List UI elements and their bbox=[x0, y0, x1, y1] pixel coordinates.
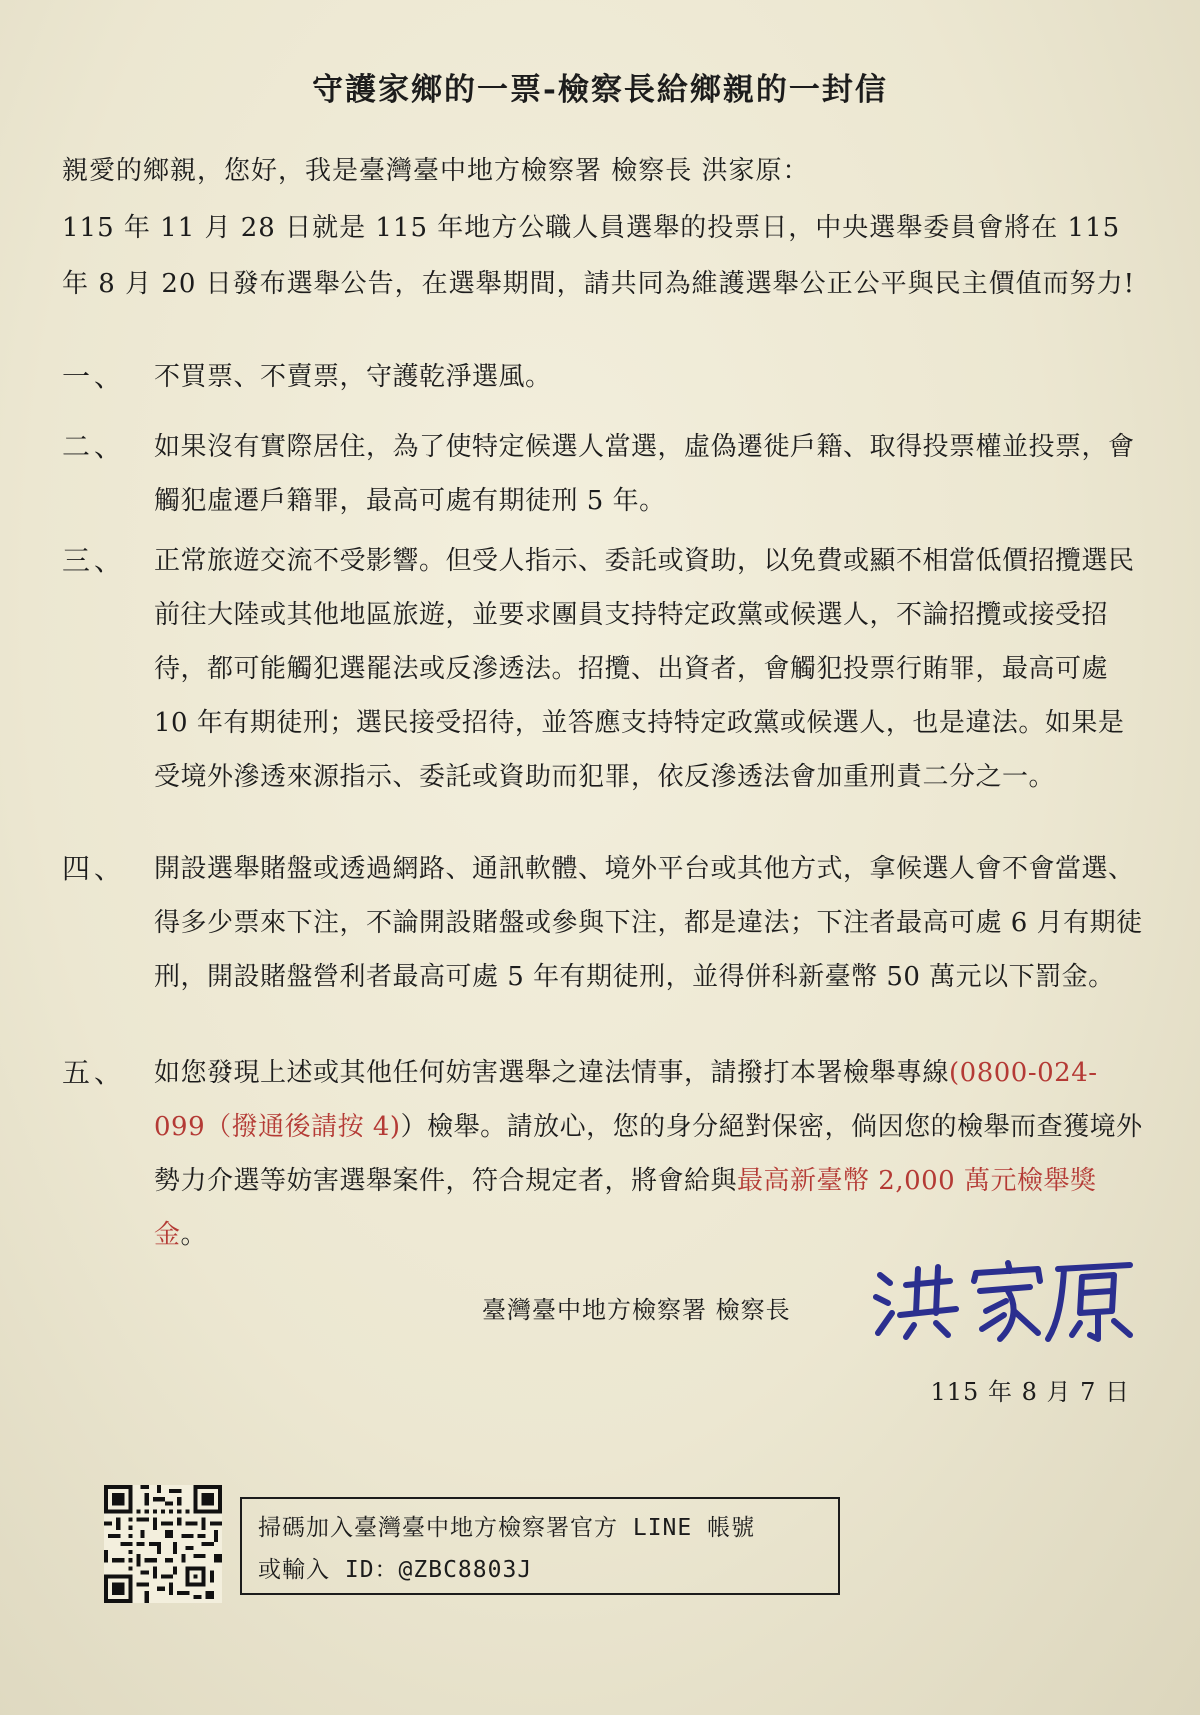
item-text: 不買票、不賣票，守護乾淨選風。 bbox=[154, 362, 552, 392]
item-text: 如果沒有實際居住，為了使特定候選人當選，虛偽遷徙戶籍、取得投票權並投票，會觸犯虛遷戶籍罪，最高可處有期徒刑 5 年。 bbox=[154, 432, 1135, 516]
item-number: 一、 bbox=[62, 360, 127, 393]
item-text: 開設選舉賭盤或透過網路、通訊軟體、境外平台或其他方式，拿候選人會不會當選、得多少票來下注，不論開設賭盤或參與下注，都是違法；下注者最高可處 6 月有期徒刑，開設賭盤營利者最高可處 5 年有期徒刑，並得併科新臺幣 50 萬元以下罰金。 bbox=[154, 854, 1143, 992]
handwritten-signature bbox=[868, 1255, 1138, 1345]
item-number: 五、 bbox=[62, 1056, 127, 1089]
reward-amount: 最高新臺幣 2,000 萬元檢舉獎金 bbox=[154, 1166, 1097, 1250]
line-account-box bbox=[240, 1497, 840, 1595]
letter-date: 115 年 8 月 7 日 bbox=[930, 1378, 1130, 1406]
item-text-part: 。 bbox=[180, 1220, 208, 1250]
letter-intro: 115 年 11 月 28 日就是 115 年地方公職人員選舉的投票日，中央選舉委員會將在 115 年 8 月 20 日發布選舉公告，在選舉期間，請共同為維護選舉公正公平與民主價值而努力! bbox=[62, 213, 1136, 299]
item-text bbox=[154, 1046, 1144, 1262]
item-text: 正常旅遊交流不受影響。但受人指示、委託或資助，以免費或顯不相當低價招攬選民前往大陸或其他地區旅遊，並要求團員支持特定政黨或候選人，不論招攬或接受招待，都可能觸犯選罷法或反滲透法。招攬、出資者，會觸犯投票行賄罪，最高可處 10 年有期徒刑；選民接受招待，並答應支持特定政黨或候選人，也是違法。如果是受境外滲透來源指示、委託或資助而犯罪，依反滲透法會加重刑責二分之一。 bbox=[154, 546, 1135, 792]
line-box-line2: 或輸入 ID：@ZBC8803J bbox=[258, 1557, 533, 1583]
item-text-part: ）檢舉。請放心，您的身分絕對保密，倘因您的檢舉而查獲境外勢力介選等妨害選舉案件，符合規定者，將會給與 bbox=[154, 1112, 1143, 1196]
line-box-line1: 掃碼加入臺灣臺中地方檢察署官方 LINE 帳號 bbox=[258, 1515, 756, 1541]
item-number: 四、 bbox=[62, 852, 127, 885]
item-text-part: 如您發現上述或其他任何妨害選舉之違法情事，請撥打本署檢舉專線 bbox=[154, 1058, 950, 1088]
signature-title: 臺灣臺中地方檢察署 檢察長 bbox=[482, 1296, 791, 1324]
item-number: 二、 bbox=[62, 430, 127, 463]
hotline-number: (0800-024-099（撥通後請按 4) bbox=[154, 1058, 1098, 1142]
letter-greeting: 親愛的鄉親，您好，我是臺灣臺中地方檢察署 檢察長 洪家原： bbox=[62, 156, 810, 186]
item-number: 三、 bbox=[62, 544, 127, 577]
qr-code bbox=[104, 1485, 222, 1603]
letter-title: 守護家鄉的一票-檢察長給鄉親的一封信 bbox=[312, 72, 888, 108]
